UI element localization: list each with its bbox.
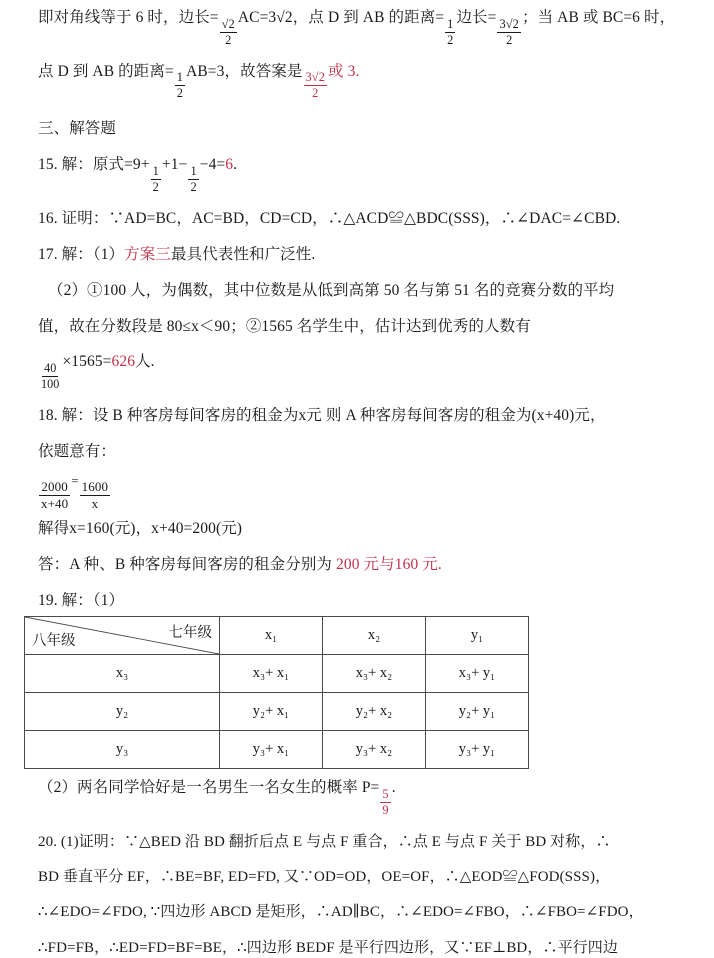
q18-line5-text-a: 答：A 种、B 种客房每间客房的租金分别为: [38, 556, 337, 574]
q15-fraction-1: [151, 165, 161, 194]
table-row-label-0: x₃: [25, 655, 220, 693]
q15-text-b: +1−: [161, 156, 188, 174]
table-row: [25, 693, 529, 731]
carryover2-text-a: 点 D 到 AB 的距离=: [38, 62, 174, 80]
table-col-header-0: x₁: [220, 617, 323, 655]
q19-part2-text: （2）两名同学恰好是一名男生一名女生的概率 P=: [38, 779, 380, 797]
fraction-numerator: 1600: [81, 479, 109, 495]
question-18-line2: 依题意有：: [38, 442, 117, 460]
table-cell-1-1: y₂+ x₂: [323, 693, 426, 731]
q19-probability-fraction: [380, 788, 390, 817]
fraction-denominator: x: [91, 495, 99, 511]
carryover-text-c: ，点 D 到 AB 的距离=: [292, 9, 445, 26]
probability-table-wrapper: [0, 612, 714, 769]
fraction-denominator: 9: [382, 802, 389, 817]
table-cell-1-2: y₂+ y₁: [426, 693, 529, 731]
q18-answer-separator: 与: [379, 556, 395, 574]
question-17-part1: [0, 245, 714, 266]
fraction-denominator: 2: [176, 86, 184, 101]
table-cell-2-0: y₃+ x₁: [220, 731, 323, 769]
equation-equals-sign: =: [71, 472, 79, 488]
table-cell-1-0: y₂+ x₁: [220, 693, 323, 731]
sqrt-two-glyph: √2: [276, 9, 293, 26]
question-18-line5: [0, 555, 714, 576]
table-cell-0-0: x₃+ x₁: [220, 655, 323, 693]
carryover2-text-b: AB=3，故答案是: [186, 62, 303, 80]
fraction-numerator: 3√2: [497, 18, 521, 33]
answer-tail: 或 3.: [328, 62, 360, 80]
corner-label-grade8: 八年级: [32, 633, 76, 650]
table-cell-0-1: x₃+ x₂: [323, 655, 426, 693]
q18-line5-end: .: [437, 556, 442, 574]
fraction-numerator: √2: [220, 18, 237, 33]
question-18-equation: [0, 472, 714, 511]
q15-answer: 6: [225, 156, 234, 174]
q20-line1-text: ∵△BED 沿 BD 翻折后点 E 与点 F 重合，∴点 E 与点 F 关于 BD 对称，∴: [124, 833, 611, 850]
q17-line3-text-a: ×1565=: [62, 353, 112, 371]
probability-table: [24, 616, 529, 769]
equation-left-fraction: [39, 480, 70, 510]
table-cell-2-1: y₃+ x₂: [323, 731, 426, 769]
carryover-line-1: [0, 8, 714, 47]
corner-label-grade7: 七年级: [168, 625, 212, 642]
q15-text-a: 原式=9+: [92, 156, 150, 174]
table-row: [25, 731, 529, 769]
equation-right-fraction: [80, 480, 110, 510]
question-17-part2-line3: [0, 352, 714, 390]
q18-line1-text: 设 B 种客房每间客房的租金为x元 则 A 种客房每间客房的租金为(x+40)元，: [92, 406, 606, 424]
fraction-3sqrt2-over-2: [497, 18, 521, 47]
q17-line3-text-b: 人.: [135, 353, 155, 371]
question-20: [0, 832, 714, 958]
q16-text: ∵AD=BC，AC=BD，CD=CD，∴△ACD≌△BDC(SSS)，∴∠DAC=∠CBD.: [108, 209, 621, 227]
question-16: [0, 209, 714, 230]
question-20-line1: [0, 832, 714, 852]
table-cell-2-2: y₃+ y₁: [426, 731, 529, 769]
q17-answer: 方案三: [124, 245, 171, 263]
fraction-denominator: 2: [152, 179, 159, 194]
question-19-part2: [0, 778, 714, 817]
question-15: [0, 155, 714, 194]
q17-label: 17. 解：（1）: [38, 245, 125, 263]
fraction-one-half-b: [175, 71, 185, 100]
question-20-line2: BD 垂直平分 EF，∴BE=BF, ED=FD, 又∵OD=OD，OE=OF，∴△EOD≌△FOD(SSS)，: [38, 869, 611, 886]
q18-answer-a: 200 元: [336, 556, 380, 574]
table-col-header-1: x₂: [323, 617, 426, 655]
q17-tail: 最具代表性和广泛性.: [170, 245, 316, 263]
carryover-text-e: ；当 AB 或 BC=6 时，: [521, 9, 676, 26]
question-18-line4: 解得x=160(元)，x+40=200(元): [38, 520, 243, 538]
table-row-label-2: y₃: [25, 731, 220, 769]
fraction-one-half-a: [445, 18, 455, 47]
question-20-line4: ∴FD=FB，∴ED=FD=BF=BE，∴四边形 BEDF 是平行四边形，又∵EF⊥BD，∴平行四边: [38, 939, 618, 956]
answer-fraction-3sqrt2-over-2: [304, 71, 328, 100]
fraction-numerator: 40: [44, 361, 57, 376]
table-row-label-1: y₂: [25, 693, 220, 731]
fraction-denominator: 100: [41, 377, 60, 392]
carryover-text-a: 即对角线等于 6 时，边长=: [38, 9, 219, 26]
fraction-numerator: 1: [175, 71, 185, 86]
table-cell-0-2: x₃+ y₁: [426, 655, 529, 693]
table-corner-cell: [25, 617, 220, 655]
q20-label: 20. (1)证明：: [38, 833, 124, 850]
carryover-text-b: AC=3: [237, 9, 277, 26]
table-col-header-2: y₁: [426, 617, 529, 655]
q17-fraction-40-over-100: [39, 362, 61, 390]
fraction-denominator: 2: [190, 179, 197, 194]
q15-text-c: −4=: [199, 156, 226, 174]
question-18-line1: [0, 406, 714, 427]
q16-label: 16. 证明：: [38, 209, 109, 227]
fraction-numerator: 2000: [41, 479, 68, 495]
q15-label: 15. 解：: [38, 156, 93, 174]
fraction-sqrt2-over-2: [220, 18, 237, 47]
fraction-denominator: 2: [506, 32, 513, 47]
fraction-numerator: 1: [151, 165, 161, 180]
fraction-numerator: 1: [188, 165, 198, 180]
question-19-label: 19. 解：（1）: [38, 592, 125, 610]
carryover-text-d: 边长=: [456, 9, 497, 26]
fraction-numerator: 1: [445, 18, 455, 33]
fraction-numerator: 5: [380, 788, 390, 803]
question-20-line3: ∴∠EDO=∠FDO, ∵四边形 ABCD 是矩形，∴AD∥BC，∴∠EDO=∠FBO，∴∠FBO=∠FDO，: [38, 904, 644, 921]
q18-answer-b: 160 元: [394, 556, 438, 574]
table-row: [25, 655, 529, 693]
fraction-denominator: x+40: [41, 495, 69, 511]
section-heading: 三、解答题: [38, 120, 117, 138]
fraction-denominator: 2: [225, 32, 232, 47]
q15-period: .: [233, 156, 238, 174]
carryover-line-2: [0, 62, 714, 101]
table-header-row: [25, 617, 529, 655]
fraction-denominator: 2: [447, 32, 454, 47]
question-17-part2-line2: 值，故在分数段是 80≤x＜90；②1565 名学生中，估计达到优秀的人数有: [38, 317, 531, 335]
q17-line3-answer: 626: [111, 353, 136, 371]
q18-label: 18. 解：: [38, 406, 93, 424]
fraction-numerator: 3√2: [304, 71, 328, 86]
question-17-part2-line1: （2）①100 人，为偶数，其中位数是从低到高第 50 名与第 51 名的竞赛分数的平均: [48, 281, 615, 299]
fraction-denominator: 2: [312, 86, 319, 101]
q19-part2-end: .: [391, 779, 396, 797]
q15-fraction-2: [188, 165, 198, 194]
